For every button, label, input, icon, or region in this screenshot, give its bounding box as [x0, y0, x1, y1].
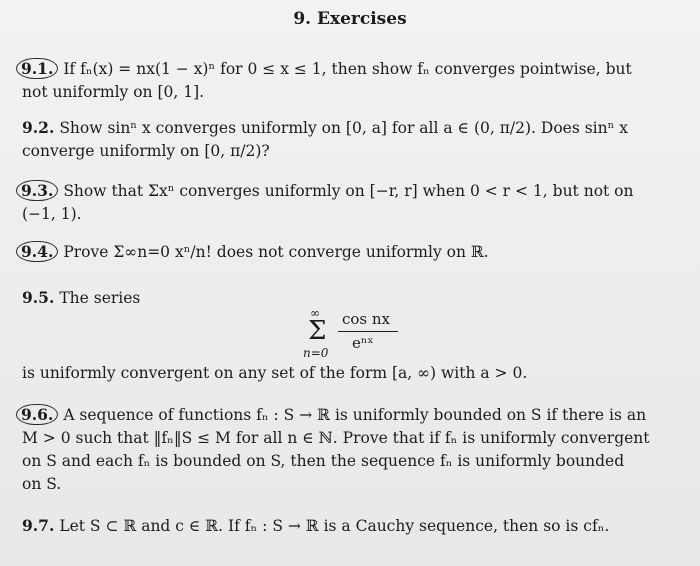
sum-lower-limit: n=0 — [303, 346, 329, 360]
exercise-text-line1: The series — [59, 289, 141, 307]
exercise-text-line2: converge uniformly on [0, π/2)? — [22, 142, 270, 160]
exercise-9-5-continued — [22, 362, 686, 385]
exercise-text-line1: Prove Σ∞n=0 xⁿ/n! does not converge uniformly on ℝ. — [63, 243, 489, 261]
exercise-9-7 — [22, 514, 686, 538]
exercise-text-line3: on S and each fₙ is bounded on S, then the sequence fₙ is uniformly bounded — [22, 452, 625, 470]
exercise-number: 9.7. — [22, 516, 55, 535]
fraction-denominator: eⁿˣ — [352, 334, 374, 352]
exercise-text-line2: is uniformly convergent on any set of the form [a, ∞) with a > 0. — [22, 364, 528, 382]
exercise-number: 9.4. — [16, 241, 58, 262]
exercise-9-6 — [22, 404, 686, 496]
exercise-text-line2: not uniformly on [0, 1]. — [22, 83, 205, 101]
exercise-number: 9.2. — [22, 118, 55, 137]
exercise-text-line2: M > 0 such that ‖fₙ‖S ≤ M for all n ∈ ℕ. Prove that if fₙ is uniformly convergent — [22, 429, 650, 447]
fraction-numerator: cos nx — [342, 310, 391, 328]
page-title: 9. Exercises — [293, 9, 407, 29]
fraction-bar — [338, 331, 398, 332]
exercise-9-3 — [22, 180, 686, 226]
sum-symbol: Σ — [308, 316, 327, 346]
exercise-number: 9.3. — [16, 180, 58, 201]
exercise-text-line2: (−1, 1). — [22, 205, 82, 223]
exercise-text-line1: If fₙ(x) = nx(1 − x)ⁿ for 0 ≤ x ≤ 1, then show fₙ converges pointwise, but — [63, 60, 632, 78]
exercise-number: 9.1. — [16, 58, 58, 79]
exercise-text-line1: A sequence of functions fₙ : S → ℝ is uniformly bounded on S if there is an — [63, 406, 647, 424]
exercise-text-line1: Show that Σxⁿ converges uniformly on [−r, r] when 0 < r < 1, but not on — [63, 182, 634, 200]
exercise-text-line4: on S. — [22, 475, 62, 493]
exercise-number: 9.6. — [16, 404, 58, 425]
exercise-number: 9.5. — [22, 288, 55, 307]
exercise-9-1 — [22, 58, 686, 104]
exercise-9-2 — [22, 116, 686, 163]
exercise-text-line1: Let S ⊂ ℝ and c ∈ ℝ. If fₙ : S → ℝ is a Cauchy sequence, then so is cfₙ. — [59, 517, 610, 535]
sum-upper-limit: ∞ — [310, 306, 320, 320]
exercise-text-line1: Show sinⁿ x converges uniformly on [0, a] for all a ∈ (0, π/2). Does sinⁿ x — [59, 119, 628, 137]
exercise-9-4 — [22, 241, 686, 264]
series-formula — [300, 306, 420, 366]
